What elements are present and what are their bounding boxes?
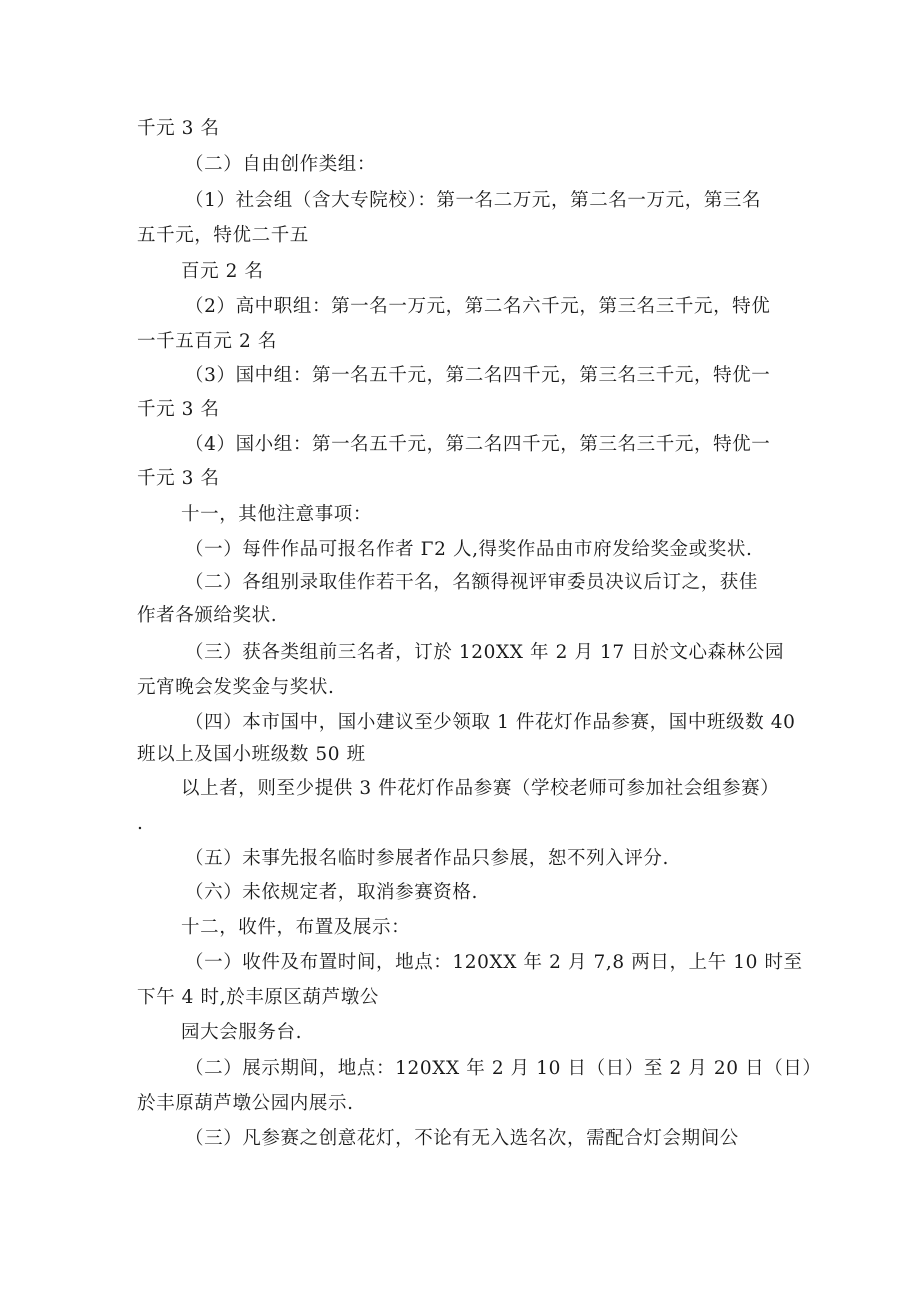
section-heading: 十一，其他注意事项： (181, 504, 373, 525)
text-line: 作者各颁给奖状. (137, 605, 278, 626)
text-line: （三）凡参赛之创意花灯，不论有无入选名次，需配合灯会期间公 (185, 1128, 739, 1149)
text-line: 班以上及国小班级数 50 班 (137, 744, 366, 765)
text-line: （3）国中组：第一名五千元，第二名四千元，第三名三千元，特优一 (185, 365, 771, 386)
text-line: 一千五百元 2 名 (137, 331, 277, 352)
text-line: 园大会服务台. (181, 1022, 303, 1043)
text-line: 千元 3 名 (137, 399, 220, 420)
text-line: （四）本市国中，国小建议至少领取 1 件花灯作品参赛，国中班级数 40 (185, 712, 796, 733)
text-line: 下午 4 时,於丰原区葫芦墩公 (137, 987, 379, 1008)
text-line: （二）展示期间，地点：120XX 年 2 月 10 日（日）至 2 月 20 日（日） (185, 1058, 822, 1079)
text-line: 元宵晚会发奖金与奖状. (137, 677, 335, 698)
text-line: 以上者，则至少提供 3 件花灯作品参赛（学校老师可参加社会组参赛） (181, 778, 780, 799)
text-line: （一）收件及布置时间，地点：120XX 年 2 月 7,8 两日，上午 10 时至 (185, 952, 803, 973)
text-line: 千元 3 名 (137, 468, 220, 489)
text-line: （1）社会组（含大专院校）：第一名二万元，第二名一万元，第三名 (185, 190, 762, 211)
text-line: （六）未依规定者，取消参赛资格. (185, 882, 478, 903)
text-line: （三）获各类组前三名者，订於 120XX 年 2 月 17 日於文心森林公园 (185, 642, 785, 663)
text-line: 五千元，特优二千五 (137, 225, 309, 246)
text-line: . (137, 813, 144, 834)
section-heading: 十二，收件，布置及展示： (181, 917, 411, 938)
text-line: （4）国小组：第一名五千元，第二名四千元，第三名三千元，特优一 (185, 434, 771, 455)
text-line: （一）每件作品可报名作者 Γ2 人,得奖作品由市府发给奖金或奖状. (185, 539, 753, 560)
text-line: 百元 2 名 (181, 261, 264, 282)
text-line: （五）未事先报名临时参展者作品只参展，恕不列入评分. (185, 848, 669, 869)
section-heading: （二）自由创作类组： (185, 154, 377, 175)
text-line: 千元 3 名 (137, 118, 220, 139)
text-line: 於丰原葫芦墩公园内展示. (137, 1093, 354, 1114)
text-line: （二）各组别录取佳作若干名，名额得视评审委员决议后订之，获佳 (185, 572, 759, 593)
text-line: （2）高中职组：第一名一万元，第二名六千元，第三名三千元，特优 (185, 296, 771, 317)
